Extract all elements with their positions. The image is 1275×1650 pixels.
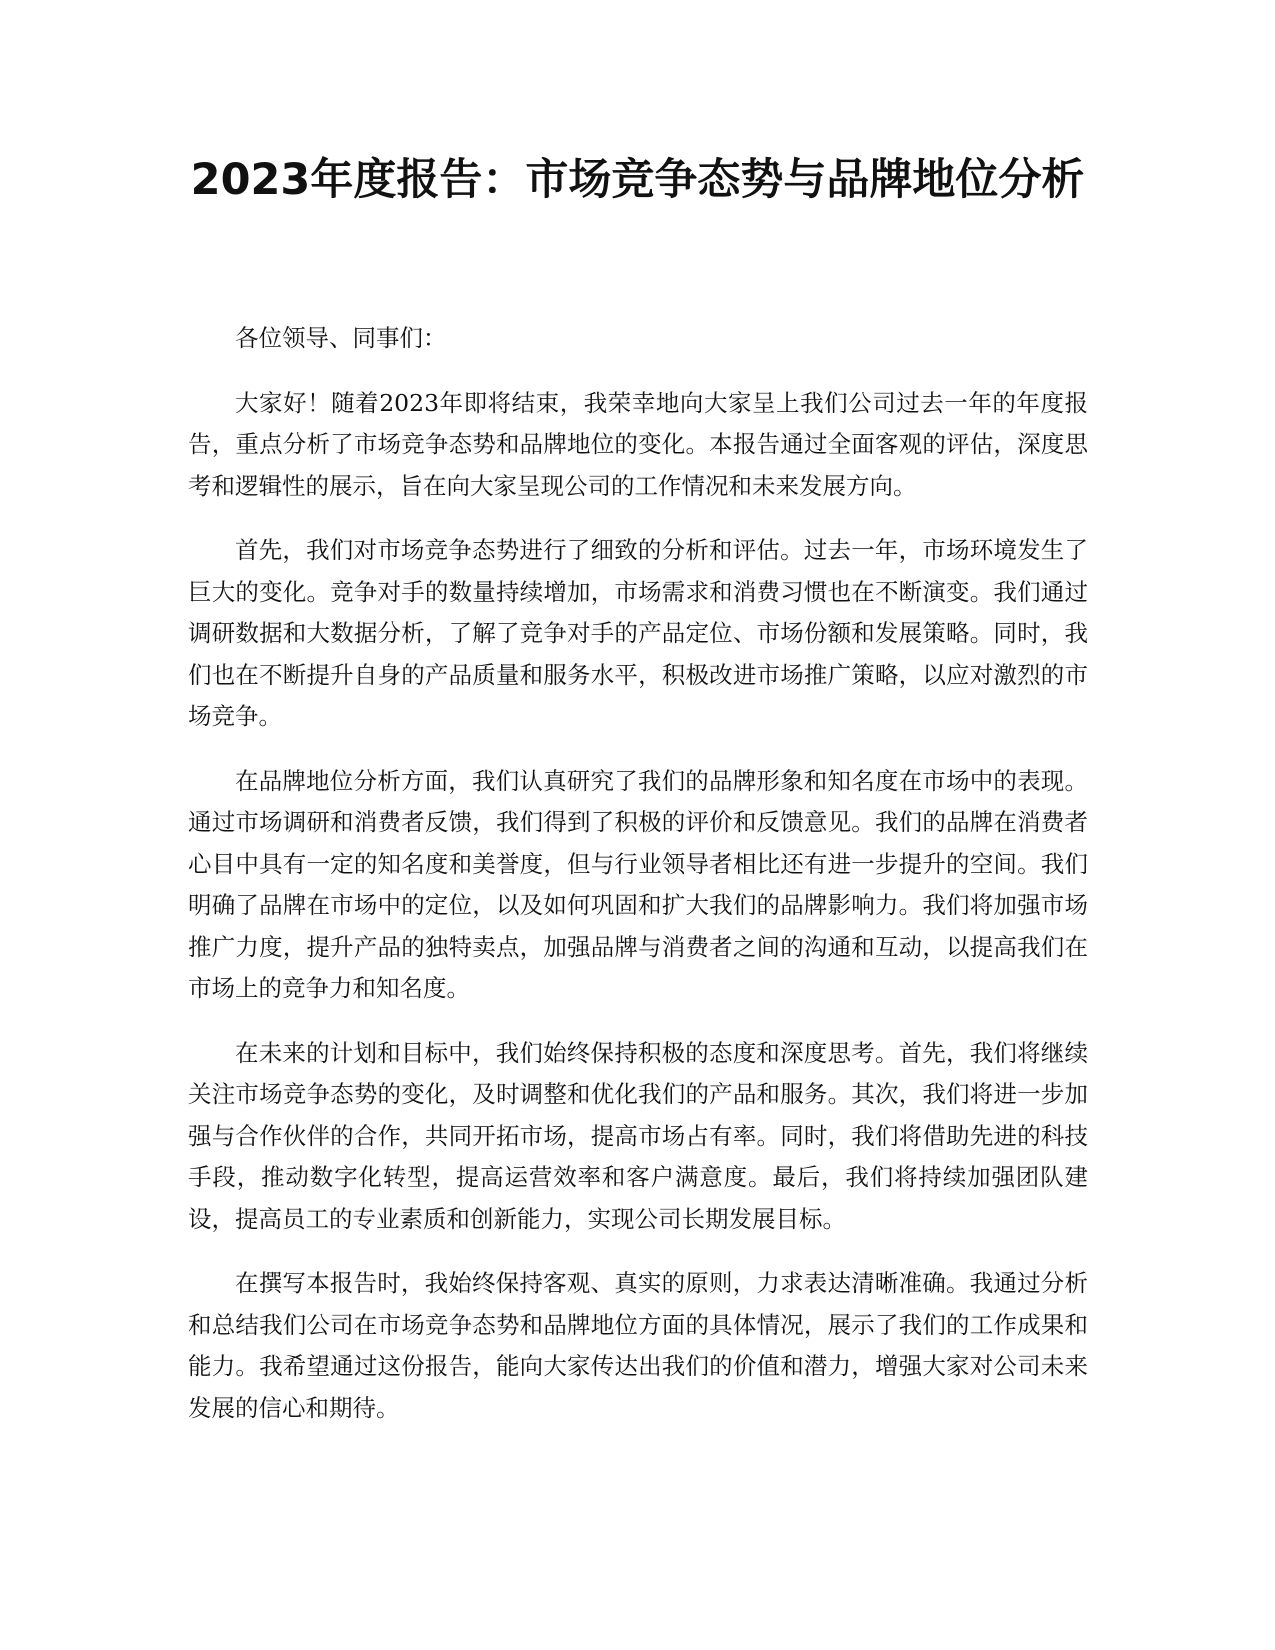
- closing-paragraph: 在撰写本报告时，我始终保持客观、真实的原则，力求表达清晰准确。我通过分析和总结我们公司在市场竞争态势和品牌地位方面的具体情况，展示了我们的工作成果和能力。我希望通过这份报告，能向大家传达出我们的价值和潜力，增强大家对公司未来发展的信心和期待。: [188, 1269, 1088, 1422]
- salutation-paragraph: 各位领导、同事们：: [235, 324, 447, 352]
- future-plans-paragraph: 在未来的计划和目标中，我们始终保持积极的态度和深度思考。首先，我们将继续关注市场竞争态势的变化，及时调整和优化我们的产品和服务。其次，我们将进一步加强与合作伙伴的合作，共同开拓市场，提高市场占有率。同时，我们将借助先进的科技手段，推动数字化转型，提高运营效率和客户满意度。最后，我们将持续加强团队建设，提高员工的专业素质和创新能力，实现公司长期发展目标。: [188, 1038, 1088, 1233]
- intro-paragraph: 大家好！随着2023年即将结束，我荣幸地向大家呈上我们公司过去一年的年度报告，重点分析了市场竞争态势和品牌地位的变化。本报告通过全面客观的评估，深度思考和逻辑性的展示，旨在向大家呈现公司的工作情况和未来发展方向。: [188, 388, 1088, 500]
- document-body: [188, 318, 1088, 1452]
- market-competition-paragraph: 首先，我们对市场竞争态势进行了细致的分析和评估。过去一年，市场环境发生了巨大的变化。竞争对手的数量持续增加，市场需求和消费习惯也在不断演变。我们通过调研数据和大数据分析，了解了竞争对手的产品定位、市场份额和发展策略。同时，我们也在不断提升自身的产品质量和服务水平，积极改进市场推广策略，以应对激烈的市场竞争。: [188, 536, 1088, 730]
- brand-position-paragraph: 在品牌地位分析方面，我们认真研究了我们的品牌形象和知名度在市场中的表现。通过市场调研和消费者反馈，我们得到了积极的评价和反馈意见。我们的品牌在消费者心目中具有一定的知名度和美誉度，但与行业领导者相比还有进一步提升的空间。我们明确了品牌在市场中的定位，以及如何巩固和扩大我们的品牌影响力。我们将加强市场推广力度，提升产品的独特卖点，加强品牌与消费者之间的沟通和互动，以提高我们在市场上的竞争力和知名度。: [188, 766, 1088, 1002]
- document-title: 2023年度报告：市场竞争态势与品牌地位分析: [190, 155, 1085, 205]
